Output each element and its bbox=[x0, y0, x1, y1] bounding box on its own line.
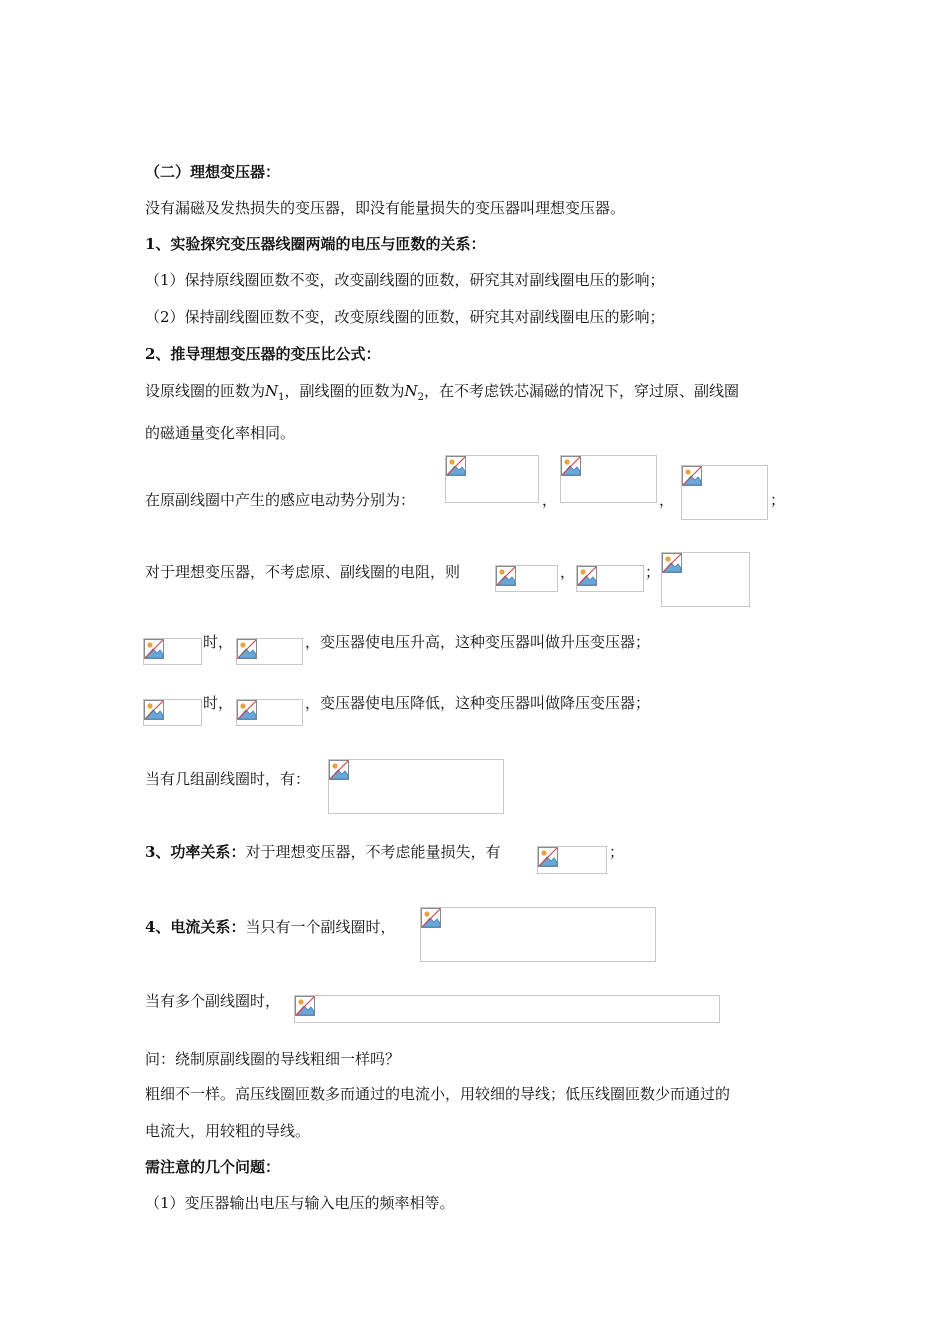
broken-image-icon bbox=[446, 456, 466, 476]
multi-secondary-current-formula-image bbox=[294, 995, 720, 1023]
comma: ， bbox=[659, 491, 675, 509]
question-text: 问：绕制原副线圈的导线粗细一样吗？ bbox=[145, 1050, 401, 1068]
step-up-description: ，变压器使电压升高，这种变压器叫做升压变压器； bbox=[305, 633, 651, 651]
emf-formula-image-2 bbox=[560, 455, 657, 503]
text-fragment: ，在不考虑铁芯漏磁的情况下，穿过原、副线圈 bbox=[424, 382, 740, 400]
multi-secondary-text: 当有几组副线圈时，有： bbox=[145, 770, 311, 788]
section-3-line bbox=[145, 842, 500, 862]
emf-line-text: 在原副线圈中产生的感应电动势分别为： bbox=[145, 491, 416, 509]
broken-image-icon bbox=[577, 566, 597, 586]
step-down-description: ，变压器使电压降低，这种变压器叫做降压变压器； bbox=[305, 694, 651, 712]
section-1-title: 1、实验探究变压器线圈两端的电压与匝数的关系： bbox=[145, 235, 486, 253]
broken-image-icon bbox=[421, 908, 441, 928]
variable-subscript: 1 bbox=[278, 392, 285, 403]
variable-n1 bbox=[265, 382, 285, 403]
power-formula-image bbox=[537, 846, 607, 874]
text-fragment: ，副线圈的匝数为 bbox=[284, 382, 405, 400]
broken-image-icon bbox=[682, 466, 702, 486]
variable-subscript: 2 bbox=[417, 392, 425, 403]
broken-image-icon bbox=[237, 639, 257, 659]
variable-letter: N bbox=[265, 382, 279, 400]
section-heading-ideal-transformer: （二）理想变压器： bbox=[145, 163, 281, 181]
answer-line-2: 电流大，用较粗的导线。 bbox=[145, 1122, 311, 1140]
answer-line-1: 粗细不一样。高压线圈匝数多而通过的电流小，用较细的导线；低压线圈匝数少而通过的 bbox=[145, 1085, 731, 1103]
broken-image-icon bbox=[144, 639, 164, 659]
section-2-title: 2、推导理想变压器的变压比公式： bbox=[145, 345, 381, 363]
section-4-text: 当只有一个副线圈时， bbox=[245, 918, 396, 936]
multi-current-text: 当有多个副线圈时， bbox=[145, 992, 281, 1010]
comma: ， bbox=[542, 491, 558, 509]
comma: ， bbox=[560, 563, 576, 581]
variable-n2 bbox=[404, 382, 425, 403]
section-4-title: 4、电流关系： bbox=[145, 918, 246, 936]
step-down-condition-image bbox=[143, 699, 202, 726]
ideal-condition-text: 对于理想变压器，不考虑原、副线圈的电阻，则 bbox=[145, 563, 461, 581]
voltage-formula-image-1 bbox=[495, 565, 558, 592]
text-fragment: 设原线圈的匝数为 bbox=[145, 382, 266, 400]
emf-formula-image-1 bbox=[445, 455, 539, 503]
broken-image-icon bbox=[662, 553, 682, 573]
step-up-shi-text: 时， bbox=[203, 633, 234, 651]
broken-image-icon bbox=[295, 996, 315, 1016]
broken-image-icon bbox=[561, 456, 581, 476]
section-2-paragraph-line-2: 的磁通量变化率相同。 bbox=[145, 424, 296, 442]
step-down-voltage-image bbox=[236, 699, 303, 726]
section-4-line bbox=[145, 917, 395, 937]
note-item-1: （1）变压器输出电压与输入电压的频率相等。 bbox=[145, 1194, 455, 1212]
section-3-text: 对于理想变压器，不考虑能量损失，有 bbox=[245, 843, 501, 861]
voltage-ratio-formula-image bbox=[661, 552, 750, 607]
definition-text: 没有漏磁及发热损失的变压器，即没有能量损失的变压器叫理想变压器。 bbox=[145, 199, 626, 217]
section-1-item-2: （2）保持副线圈匝数不变，改变原线圈的匝数，研究其对副线圈电压的影响； bbox=[145, 308, 665, 326]
semicolon: ； bbox=[645, 563, 661, 581]
step-down-shi-text: 时， bbox=[203, 694, 234, 712]
section-1-item-1: （1）保持原线圈匝数不变，改变副线圈的匝数，研究其对副线圈电压的影响； bbox=[145, 271, 665, 289]
single-secondary-current-formula-image bbox=[420, 907, 656, 962]
multi-secondary-formula-image bbox=[328, 759, 504, 814]
section-3-title: 3、功率关系： bbox=[145, 843, 246, 861]
step-up-voltage-image bbox=[236, 638, 303, 665]
broken-image-icon bbox=[237, 700, 257, 720]
broken-image-icon bbox=[496, 566, 516, 586]
voltage-formula-image-2 bbox=[576, 565, 644, 592]
broken-image-icon bbox=[538, 847, 558, 867]
variable-letter: N bbox=[404, 382, 418, 400]
section-2-paragraph-line-1 bbox=[145, 381, 739, 408]
broken-image-icon bbox=[329, 760, 349, 780]
semicolon: ； bbox=[609, 843, 625, 861]
step-up-condition-image bbox=[143, 638, 202, 665]
semicolon: ； bbox=[770, 491, 786, 509]
emf-ratio-formula-image bbox=[681, 465, 768, 520]
broken-image-icon bbox=[144, 700, 164, 720]
notes-title: 需注意的几个问题： bbox=[145, 1158, 281, 1176]
